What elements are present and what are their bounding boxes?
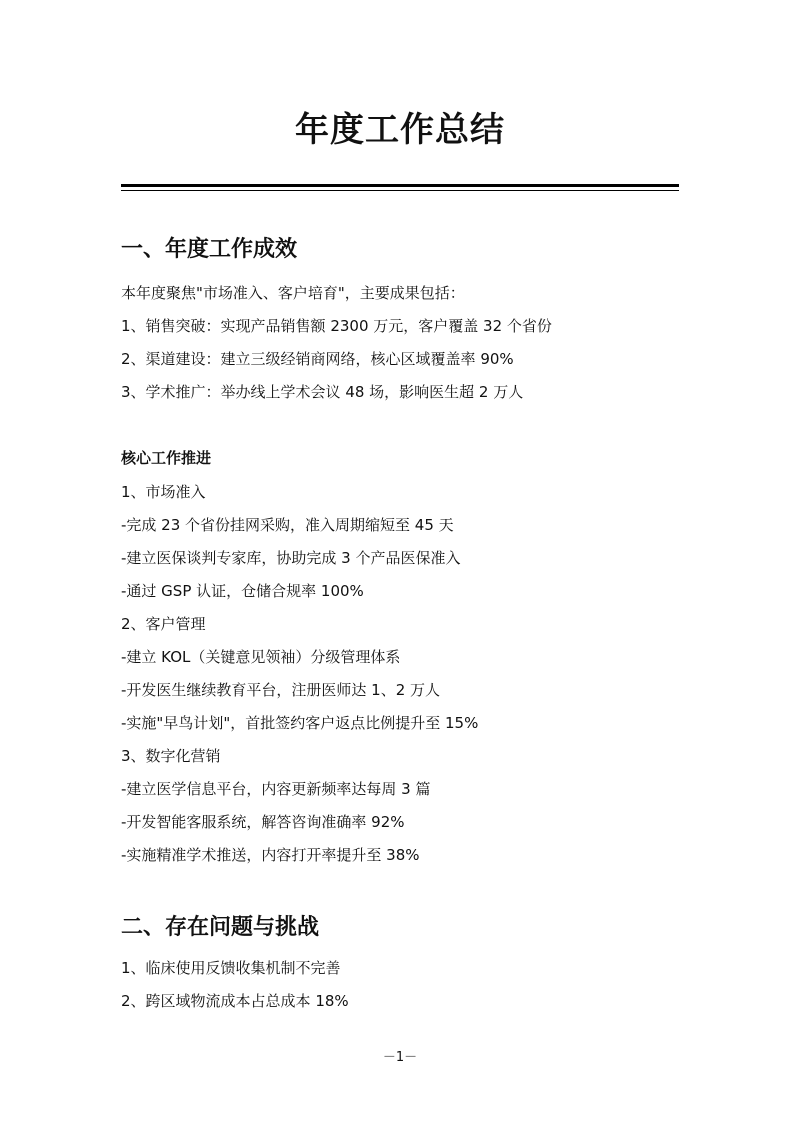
list-item: -实施精准学术推送，内容打开率提升至 38% bbox=[121, 846, 420, 864]
list-item: 1、销售突破：实现产品销售额 2300 万元，客户覆盖 32 个省份 bbox=[121, 317, 552, 335]
list-item: -开发医生继续教育平台，注册医师达 1、2 万人 bbox=[121, 681, 441, 699]
title-divider-thick bbox=[121, 184, 679, 187]
list-item: -完成 23 个省份挂网采购，准入周期缩短至 45 天 bbox=[121, 516, 454, 534]
paragraph-intro: 本年度聚焦"市场准入、客户培育"，主要成果包括： bbox=[121, 284, 465, 302]
list-item: -开发智能客服系统，解答咨询准确率 92% bbox=[121, 813, 405, 831]
list-item: 2、客户管理 bbox=[121, 615, 206, 633]
title-divider-thin bbox=[121, 190, 679, 191]
list-item: -实施"早鸟计划"，首批签约客户返点比例提升至 15% bbox=[121, 714, 479, 732]
page-number: －1－ bbox=[382, 1050, 418, 1065]
list-item: 1、市场准入 bbox=[121, 483, 206, 501]
list-item: 2、渠道建设：建立三级经销商网络，核心区域覆盖率 90% bbox=[121, 350, 514, 368]
list-item: 1、临床使用反馈收集机制不完善 bbox=[121, 959, 341, 977]
subsection-heading-core-work: 核心工作推进 bbox=[121, 449, 212, 467]
list-item: -建立 KOL（关键意见领袖）分级管理体系 bbox=[121, 648, 401, 666]
list-item: 3、学术推广：举办线上学术会议 48 场，影响医生超 2 万人 bbox=[121, 383, 524, 401]
list-item: -建立医学信息平台，内容更新频率达每周 3 篇 bbox=[121, 780, 431, 798]
section-heading-problems: 二、存在问题与挑战 bbox=[121, 915, 320, 940]
section-heading-achievements: 一、年度工作成效 bbox=[121, 237, 298, 262]
list-item: -通过 GSP 认证，仓储合规率 100% bbox=[121, 582, 364, 600]
document-title: 年度工作总结 bbox=[295, 110, 505, 150]
list-item: 3、数字化营销 bbox=[121, 747, 221, 765]
list-item: 2、跨区域物流成本占总成本 18% bbox=[121, 992, 349, 1010]
list-item: -建立医保谈判专家库，协助完成 3 个产品医保准入 bbox=[121, 549, 461, 567]
